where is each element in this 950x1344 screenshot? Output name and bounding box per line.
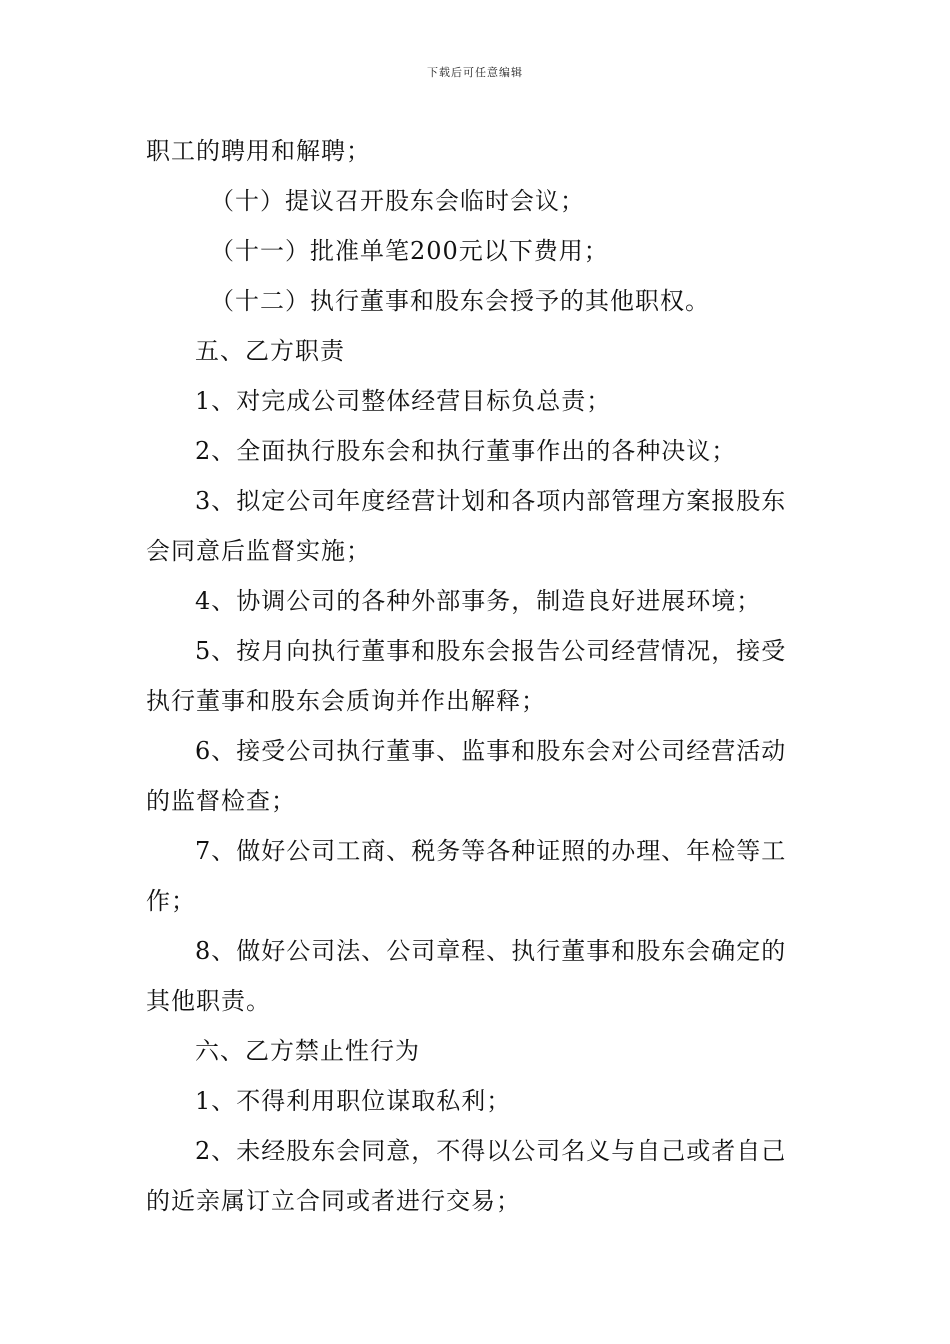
section-heading: 六、乙方禁止性行为	[195, 1037, 420, 1065]
text-line: 8、做好公司法、公司章程、执行董事和股东会确定的	[195, 937, 787, 965]
text-line: 会同意后监督实施；	[146, 537, 371, 565]
text-line: 2、未经股东会同意，不得以公司名义与自己或者自己	[195, 1137, 787, 1165]
text-line: 1、对完成公司整体经营目标负总责；	[195, 387, 612, 415]
text-line: 6、接受公司执行董事、监事和股东会对公司经营活动	[195, 737, 787, 765]
text-line: 职工的聘用和解聘；	[146, 137, 371, 165]
text-line: 4、协调公司的各种外部事务，制造良好进展环境；	[195, 587, 762, 615]
text-line: 5、按月向执行董事和股东会报告公司经营情况，接受	[195, 637, 787, 665]
text-line: （十一）批准单笔200元以下费用；	[210, 237, 609, 265]
text-line: 3、拟定公司年度经营计划和各项内部管理方案报股东	[195, 487, 787, 515]
text-line: 作；	[146, 887, 196, 915]
text-line: （十）提议召开股东会临时会议；	[210, 187, 585, 215]
text-line: 7、做好公司工商、税务等各种证照的办理、年检等工	[195, 837, 787, 865]
text-line: （十二）执行董事和股东会授予的其他职权。	[210, 287, 710, 315]
text-line: 1、不得利用职位谋取私利；	[195, 1087, 512, 1115]
document-body	[146, 126, 814, 1226]
text-line: 的近亲属订立合同或者进行交易；	[146, 1187, 521, 1215]
text-line: 执行董事和股东会质询并作出解释；	[146, 687, 546, 715]
text-line: 2、全面执行股东会和执行董事作出的各种决议；	[195, 437, 737, 465]
page-header: 下载后可任意编辑	[427, 66, 523, 79]
text-line: 的监督检查；	[146, 787, 296, 815]
section-heading: 五、乙方职责	[195, 337, 345, 365]
text-line: 其他职责。	[146, 987, 271, 1015]
